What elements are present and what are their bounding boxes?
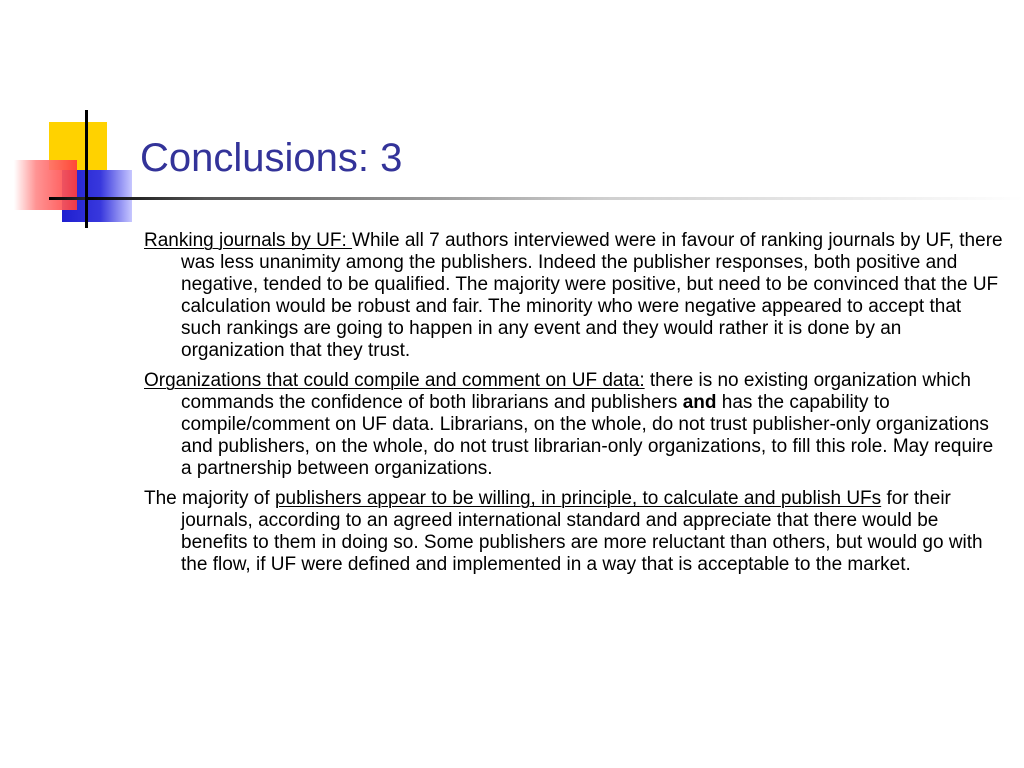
slide-title: Conclusions: 3 [140, 136, 403, 180]
list-item [144, 488, 1004, 576]
item-text: While all 7 authors interviewed were in favour of ranking journals by UF, there was less unanimity among the publishers. Indeed the publisher responses, both positive and negative, tended to be qualified. The majority were positive, but need to be convinced that the UF calculation would be robust and fair. The minority who were negative appeared to accept that such rankings are going to happen in any event and they would rather it is done by an organization that they trust. [181, 230, 1003, 361]
underlined-phrase: publishers appear to be willing, in principle, to calculate and publish UFs [274, 488, 882, 509]
item-heading: Ranking journals by UF: [144, 230, 353, 251]
logo-red-square [14, 160, 77, 210]
logo-vertical-line [85, 110, 88, 228]
bold-word: and [682, 392, 717, 413]
item-text: there is no existing organization which commands the confidence of both librarians and publishers [181, 370, 971, 413]
item-text: for their journals, according to an agreed international standard and appreciate that there would be benefits to them in doing so. Some publishers are more reluctant than others, but would go with the flow, if UF were defined and implemented in a way that is acceptable to the market. [181, 488, 983, 575]
item-text: has the capability to compile/comment on UF data. Librarians, on the whole, do not trust publisher-only organizations and publishers, on the whole, do not trust librarian-only organizations, to fill this role. May require a partnership between organizations. [181, 392, 994, 479]
item-text: The majority of [144, 488, 275, 509]
item-heading: Organizations that could compile and comment on UF data: [144, 370, 645, 391]
list-item [144, 230, 1004, 362]
decorative-square-logo-icon [0, 0, 150, 240]
slide-body [144, 230, 1004, 584]
list-item [144, 370, 1004, 480]
title-underline-rule [85, 197, 1024, 200]
